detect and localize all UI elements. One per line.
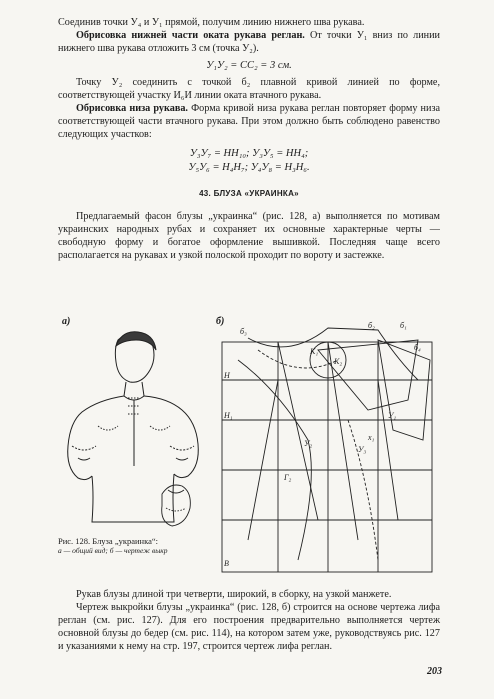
paragraph-2-heading: Обрисовка нижней части оката рукава реглан. [76,30,305,41]
caption-sub: а — общий вид; б — чертеж выкр [58,546,168,555]
page-content [58,16,440,652]
formula-2 [58,147,440,175]
pattern-label: У₃ [358,445,367,454]
pattern-label: б₃ [240,327,247,336]
paragraph-2 [58,29,440,55]
figure-label-a: а) [62,316,71,327]
pattern-label: У₁ [388,411,397,420]
paragraph-1: Соединив точки У₄ и У₁ прямой, получим линию нижнего шва рукава. [58,17,365,28]
pattern-label: Н [224,371,230,380]
page-number: 203 [427,666,442,677]
pattern-label: В [224,559,229,568]
figure-caption [58,536,208,556]
pattern-label: х₁ [368,433,375,442]
pattern-label: У₂ [304,439,313,448]
paragraph-4-heading: Обрисовка низа рукава. [76,103,188,114]
paragraph-2-text: От точки У₁ вниз по линии нижнего шва рукава отложить 3 см (точка У₂). [58,30,440,54]
formula-2-line-1: У₃У₇ = НН₁₀; У₃У₅ = НН₄; [189,148,309,159]
paragraph-6: Рукав блузы длиной три четверти, широкий, в сборку, на узкой манжете. [76,589,392,600]
figure-128 [58,314,440,584]
pattern-label: Г₂ [284,473,292,482]
figure-label-b: б) [216,316,225,327]
pattern-label: б₂ [368,321,375,330]
formula-2-line-2: У₅У₆ = Н₄Н₇; У₄У₈ = Н₃Н₆. [188,162,310,173]
text-after-figure [58,588,440,653]
pattern-label: б₁ [400,321,407,330]
pattern-label: б₄ [414,343,421,352]
pattern-label: К₁ [310,347,319,356]
paragraph-3: Точку У₂ соединить с точкой б₂ плавной кривой линией по форме, соответствующей участку И₆И линии оката втачного рукава. [58,77,440,101]
caption-main: Рис. 128. Блуза „украинка“: [58,536,158,546]
pattern-drawing [218,320,440,582]
paragraph-4-text: Форма кривой низа рукава реглан повторяет форму низа соответствующей части втачного рукава. При этом должно быть соблюдено равенство следующих участков: [58,103,440,140]
blouse-illustration [58,326,208,546]
pattern-label: К₂ [334,357,343,366]
pattern-label: Н₁ [224,411,233,420]
section-title: 43. БЛУЗА «УКРАИНКА» [199,189,299,198]
paragraph-4 [58,102,440,141]
paragraph-7: Чертеж выкройки блузы „украинка“ (рис. 128, б) строится на основе чертежа лифа реглан (см. рис. 127). Для его построения предварительно выполняется чертеж основной блузы до бедер (см. рис. 114), на котором затем уже, руководствуясь рис. 127 и указаниями к нему на стр. 197, строится чертеж лифа реглан. [58,602,440,652]
paragraph-5: Предлагаемый фасон блузы „украинка“ (рис. 128, а) выполняется по мотивам украинских народных рубах и сохраняет их основные характерные черты — свободную форму и богатое оформление вышивкой. Последняя чаще всего располагается на рукавах и узкой полоской проходит по вороту и застежке. [58,211,440,261]
formula-1: У₁У₂ = СС₂ = 3 см. [206,60,292,71]
